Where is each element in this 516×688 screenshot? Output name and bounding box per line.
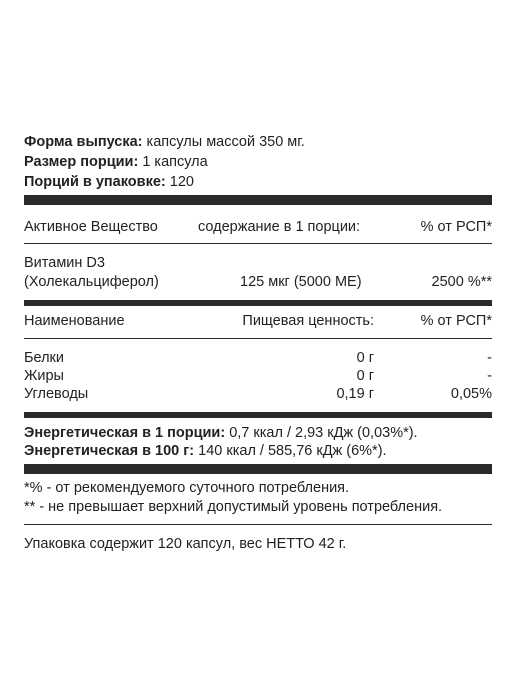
servings-per-pack-line xyxy=(24,173,194,191)
active-row-percent: 2500 %** xyxy=(431,274,492,290)
energy-per-serving-label: Энергетическая в 1 порции: xyxy=(24,425,226,441)
energy-per-serving-line xyxy=(24,424,418,442)
package-note: Упаковка содержит 120 капсул, вес НЕТТО 42 г. xyxy=(24,536,347,552)
energy-per-100g-value: 140 ккал / 585,76 кДж (6%*). xyxy=(198,443,387,459)
form-line xyxy=(24,133,305,151)
nutrition-row-name: Углеводы xyxy=(24,386,89,402)
active-row-name-line1: Витамин D3 xyxy=(24,255,105,271)
energy-per-serving-value: 0,7 ккал / 2,93 кДж (0,03%*). xyxy=(229,425,418,441)
form-label: Форма выпуска: xyxy=(24,134,143,150)
nutrition-row-name: Белки xyxy=(24,350,65,366)
nutrition-row-percent: - xyxy=(487,350,492,366)
nutrition-col-percent: % от РСП* xyxy=(420,313,492,329)
servings-per-pack-value: 120 xyxy=(169,174,194,190)
serving-size-line xyxy=(24,153,208,171)
servings-per-pack-label: Порций в упаковке: xyxy=(24,174,166,190)
active-col-percent: % от РСП* xyxy=(420,219,492,235)
nutrition-row-percent: 0,05% xyxy=(450,386,492,402)
serving-size-label: Размер порции: xyxy=(24,154,139,170)
active-row-name-line2: (Холекальциферол) xyxy=(24,274,159,290)
footnote-upper-limit: ** - не превышает верхний допустимый уровень потребления. xyxy=(24,499,443,515)
footnote-rsp: *% - от рекомендуемого суточного потребления. xyxy=(24,480,350,496)
energy-per-100g-line xyxy=(24,442,387,460)
nutrition-row-amount: 0,19 г xyxy=(336,386,374,402)
form-value: капсулы массой 350 мг. xyxy=(146,134,305,150)
divider xyxy=(24,243,492,244)
thick-divider xyxy=(24,464,492,474)
active-row-amount: 125 мкг (5000 МЕ) xyxy=(240,274,362,290)
nutrition-row-name: Жиры xyxy=(24,368,64,384)
divider xyxy=(24,524,492,525)
divider xyxy=(24,338,492,339)
active-col-name: Активное Вещество xyxy=(24,219,158,235)
nutrition-col-name: Наименование xyxy=(24,313,125,329)
active-col-amount: содержание в 1 порции: xyxy=(198,219,361,235)
serving-size-value: 1 капсула xyxy=(142,154,208,170)
thick-divider xyxy=(24,195,492,205)
nutrition-row-amount: 0 г xyxy=(356,350,374,366)
nutrition-col-amount: Пищевая ценность: xyxy=(242,313,374,329)
nutrition-row-percent: - xyxy=(487,368,492,384)
energy-per-100g-label: Энергетическая в 100 г: xyxy=(24,443,195,459)
medium-divider xyxy=(24,300,492,306)
medium-divider xyxy=(24,412,492,418)
nutrition-row-amount: 0 г xyxy=(356,368,374,384)
